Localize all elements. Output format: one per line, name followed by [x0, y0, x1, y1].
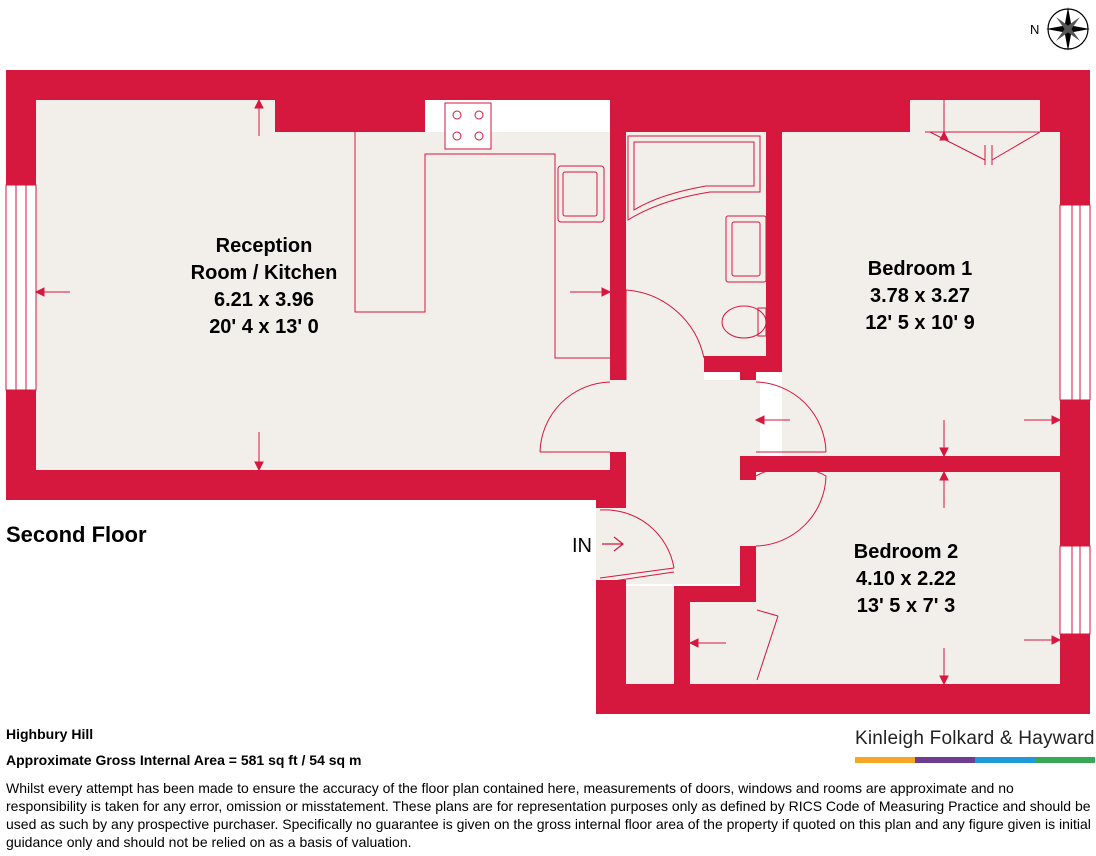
property-address: Highbury Hill: [6, 726, 94, 742]
brand-bar-orange: [855, 757, 915, 763]
brand-bar-green: [1035, 757, 1095, 763]
compass-north-label: N: [1030, 22, 1040, 37]
room-label-bedroom1: [865, 258, 975, 334]
floor-label: Second Floor: [6, 522, 147, 547]
brand-logo-text: Kinleigh Folkard & Hayward: [855, 728, 1095, 749]
hob: [445, 103, 491, 149]
bedroom2-imperial: 13' 5 x 7' 3: [856, 595, 956, 617]
compass-icon: [1046, 7, 1090, 51]
bedroom2-name: Bedroom 2: [853, 541, 959, 563]
brand-bar-purple: [915, 757, 975, 763]
bedroom1-metric: 3.78 x 3.27: [869, 285, 971, 307]
reception-name-line1: Reception: [215, 235, 313, 257]
bedroom1-imperial: 12' 5 x 10' 9: [865, 312, 975, 334]
reception-imperial: 20' 4 x 13' 0: [209, 316, 319, 338]
gross-internal-area: Approximate Gross Internal Area = 581 sq ft / 54 sq m: [6, 752, 362, 768]
bedroom1-name: Bedroom 1: [867, 258, 973, 280]
reception-metric: 6.21 x 3.96: [213, 289, 315, 311]
bedroom2-metric: 4.10 x 2.22: [855, 568, 957, 590]
reception-name-line2: Room / Kitchen: [190, 262, 338, 284]
disclaimer-text: Whilst every attempt has been made to ensure the accuracy of the floor plan contained here, measurements of doors, windows and rooms are approximate and no responsibility is taken for any error, omission or misstatement. These plans are for representation purposes only as defined by RICS Code of Measuring Practice and should be used as such by any prospective purchaser. Specifically no guarantee is given on the gross internal floor area of the property if quoted on this plan and any figure given is initial guidance only and should not be relied on as a basis of valuation.: [6, 780, 1091, 850]
brand-bar-blue: [975, 757, 1035, 763]
entrance-label: IN: [572, 535, 592, 557]
room-label-bedroom2: [854, 541, 958, 617]
